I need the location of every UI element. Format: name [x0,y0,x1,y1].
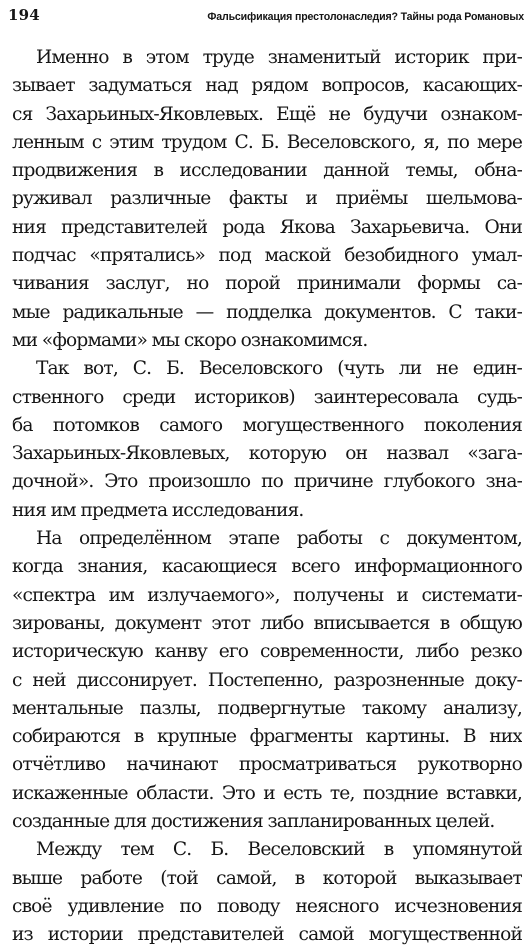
page-number: 194 [8,6,40,24]
text-line: историческую канву его современности, либо резко [12,641,522,663]
text-line: отчётливо начинают просматриваться рукотворно [12,754,522,776]
paragraph-3 [12,525,522,836]
text-line: чивания заслуг, но порой принимали формы са- [12,273,522,295]
text-line: подчас «прятались» под маской безобидного умал- [12,245,522,267]
text-line: На определённом этапе работы с документом, [36,528,522,550]
text-line: своё удивление по поводу неясного исчезновения [12,895,522,917]
text-line: зывает задуматься над рядом вопросов, касающих- [12,75,522,97]
text-line: ленным с этим трудом С. Б. Веселовского, я, по мере [12,131,522,153]
text-line: Так вот, С. Б. Веселовского (чуть ли не един- [36,358,522,380]
text-line: когда знания, касающиеся всего информационного [12,556,522,578]
text-line: с ней диссонирует. Постепенно, разрозненные доку- [12,669,522,691]
text-line: выше работе (той самой, в которой выказывает [12,867,522,889]
text-line: зированы, документ этот либо вписывается в общую [12,612,522,634]
text-line: Именно в этом труде знаменитый историк при- [36,47,522,68]
text-line: ния представителей рода Якова Захарьевича. Они [12,216,522,238]
text-line: ми «формами» мы скоро ознакомимся. [12,329,368,351]
running-head [8,6,524,28]
text-line: ба потомков самого могущественного поколения [12,414,522,436]
text-line: дочной». Это произошло по причине глубокого зна- [12,471,522,493]
paragraph-2 [12,355,522,525]
text-line: созданные для достижения запланированных целей. [12,811,495,833]
text-line: собираются в крупные фрагменты картины. В них [12,726,522,748]
body-text [12,44,522,950]
text-line: ся Захарьиных-Яковлевых. Ещё не будучи ознаком- [12,103,522,125]
text-line: искаженные области. Это и есть те, поздние вставки, [12,782,522,804]
text-line: ментальные пазлы, подвергнутые такому анализу, [12,697,522,719]
text-line: «спектра им излучаемого», получены и системати- [12,584,522,606]
text-line: из истории представителей самой могущественной [12,924,522,946]
text-line: ственного среди историков) заинтересовала судь- [12,386,522,408]
text-line: мые радикальные — подделка документов. С таки- [12,301,522,323]
text-line: продвижения в исследовании данной темы, обна- [12,160,522,182]
text-line: руживал различные факты и приёмы шельмова- [12,188,522,210]
paragraph-1 [12,44,522,355]
text-line: Захарьиных-Яковлевых, которую он назвал «зага- [12,443,522,465]
running-title: Фальсификация престолонаследия? Тайны рода Романовых [207,11,524,23]
text-line: Между тем С. Б. Веселовский в упомянутой [36,839,522,861]
paragraph-4 [12,836,522,949]
text-line: ния им предмета исследования. [12,499,304,521]
